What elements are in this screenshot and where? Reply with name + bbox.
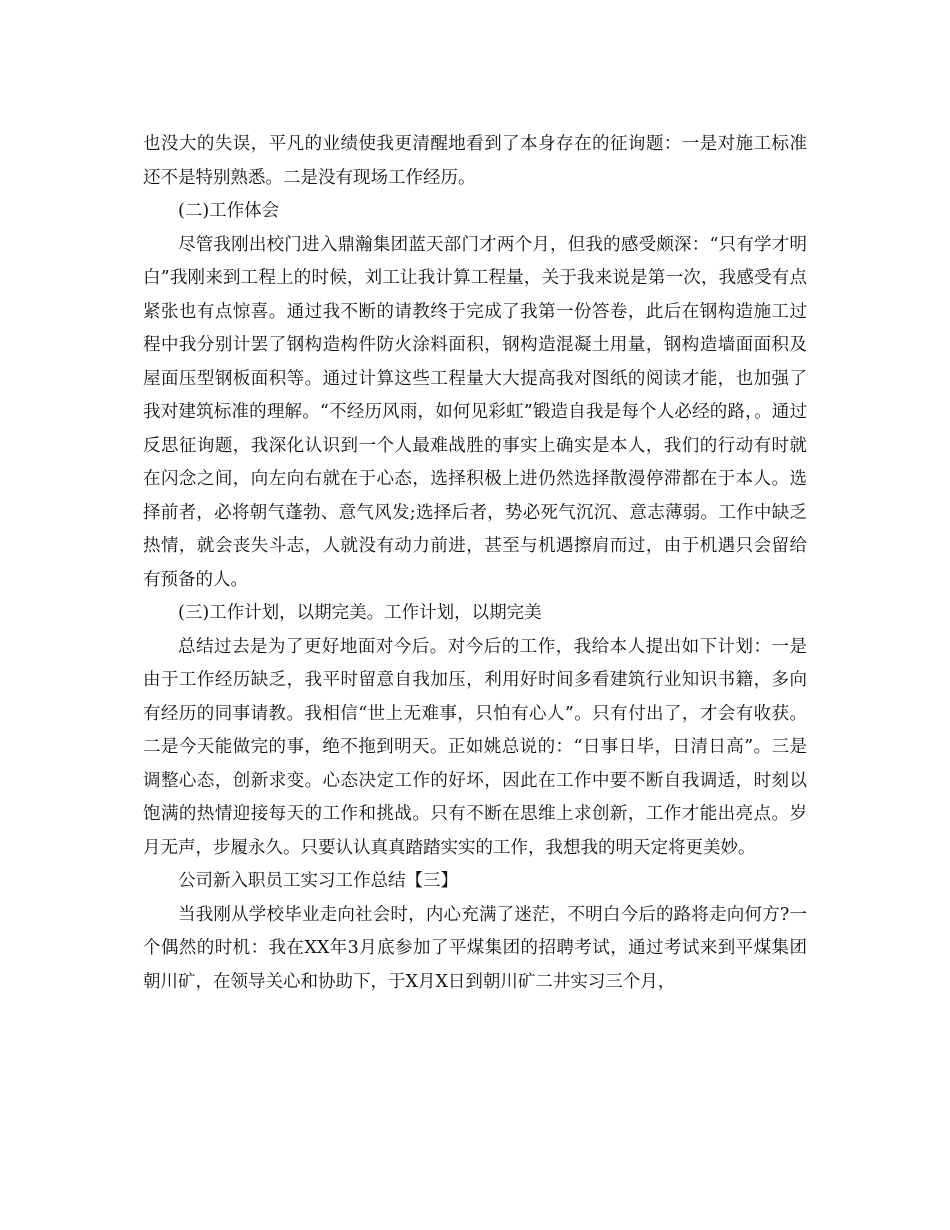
paragraph-2-heading: (二)工作体会 [178, 201, 280, 221]
paragraph-5: 总结过去是为了更好地面对今后。对今后的工作，我给本人提出如下计划：一是由于工作经历缺乏，我平时留意自我加压，利用好时间多看建筑行业知识书籍，多向有经历的同事请教。我相信“世上无难事，只怕有心人”。只有付出了，才会有收获。二是今天能做完的事，绝不拖到明天。正如姚总说的：“日事日毕，日清日高”。三是调整心态，创新求变。心态决定工作的好坏，因此在工作中要不断自我调适，时刻以饱满的热情迎接每天的工作和挑战。只有不断在思维上求创新，工作才能出亮点。岁月无声，步履永久。只要认认真真踏踏实实的工作，我想我的明天定将更美妙。 [143, 636, 807, 858]
document-body [143, 128, 807, 999]
paragraph-1: 也没大的失误，平凡的业绩使我更清醒地看到了本身存在的征询题：一是对施工标准还不是特别熟悉。二是没有现场工作经历。 [143, 134, 807, 188]
paragraph-4-heading: (三)工作计划，以期完美。工作计划，以期完美 [178, 603, 542, 623]
paragraph-7: 当我刚从学校毕业走向社会时，内心充满了迷茫，不明白今后的路将走向何方?一个偶然的时机：我在XX年3月底参加了平煤集团的招聘考试，通过考试来到平煤集团朝川矿，在领导关心和协助下，于X月X日到朝川矿二井实习三个月， [143, 904, 807, 992]
paragraph-3: 尽管我刚出校门进入鼎瀚集团蓝天部门才两个月，但我的感受颇深：“只有学才明白”我刚来到工程上的时候，刘工让我计算工程量，关于我来说是第一次，我感受有点紧张也有点惊喜。通过我不断的请教终于完成了我第一份答卷，此后在钢构造施工过程中我分别计罢了钢构造构件防火涂料面积，钢构造混凝土用量，钢构造墙面面积及屋面压型钢板面积等。通过计算这些工程量大大提高我对图纸的阅读才能，也加强了我对建筑标准的理解。“不经历风雨，如何见彩虹”锻造自我是每个人必经的路，。通过反思征询题，我深化认识到一个人最难战胜的事实上确实是本人，我们的行动有时就在闪念之间，向左向右就在于心态，选择积极上进仍然选择散漫停滞都在于本人。选择前者，必将朝气蓬勃、意气风发;选择后者，势必死气沉沉、意志薄弱。工作中缺乏热情，就会丧失斗志，人就没有动力前进，甚至与机遇擦肩而过，由于机遇只会留给有预备的人。 [143, 234, 807, 590]
paragraph-6-heading: 公司新入职员工实习工作总结【三】 [178, 871, 458, 891]
